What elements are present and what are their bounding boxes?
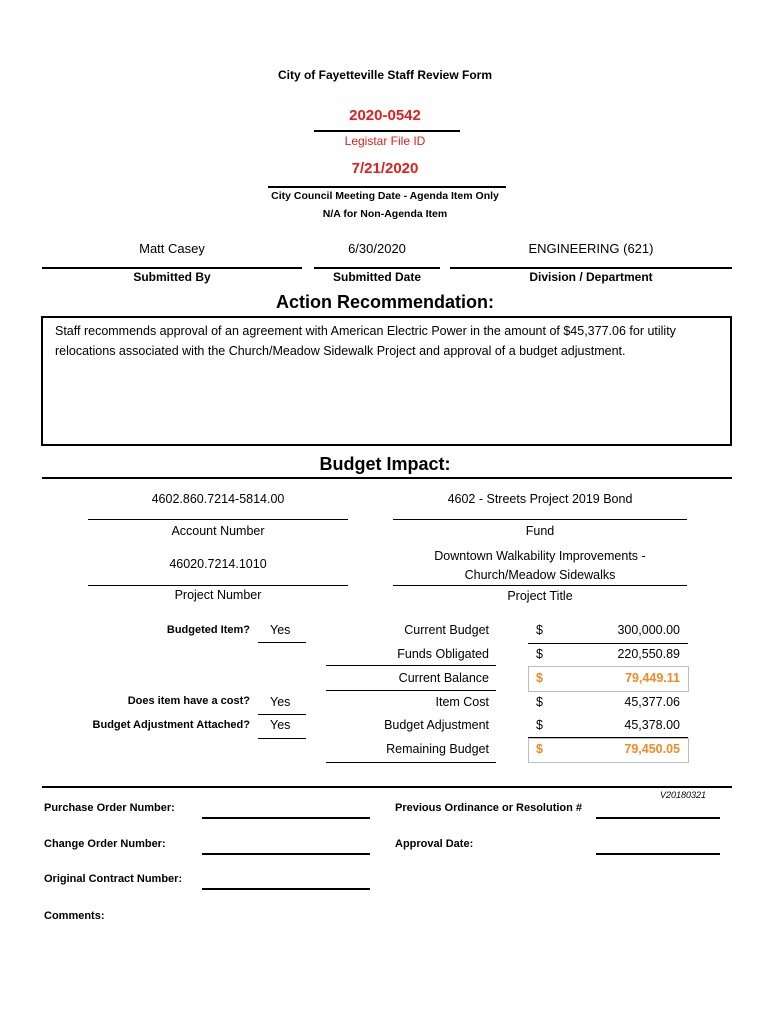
current-balance-label: Current Balance [398, 671, 489, 685]
meeting-date-sublabel: N/A for Non-Agenda Item [322, 208, 448, 220]
approval-date-label: Approval Date: [395, 838, 474, 850]
current-balance-underline [326, 690, 496, 691]
has-cost-label: Does item have a cost? [127, 695, 250, 707]
current-budget-underline [528, 643, 688, 644]
original-contract-field[interactable] [202, 888, 370, 890]
project-title-value: Downtown Walkability Improvements - Church/Meadow Sidewalks [434, 549, 646, 582]
purchase-order-label: Purchase Order Number: [44, 802, 175, 814]
adjustment-attached-value: Yes [270, 718, 291, 732]
remaining-budget-underline [326, 762, 496, 763]
legistar-underline [314, 130, 460, 132]
fund-underline [393, 519, 687, 520]
budget-adjustment-amount: 45,378.00 [624, 718, 680, 732]
legistar-id: 2020-0542 [349, 107, 421, 124]
current-budget-currency: $ [536, 623, 543, 637]
item-cost-label: Item Cost [435, 695, 489, 709]
legistar-label: Legistar File ID [344, 134, 426, 148]
project-title-label: Project Title [507, 589, 573, 603]
budgeted-item-underline [258, 642, 306, 643]
submitted-by-underline [42, 267, 302, 269]
meeting-date: 7/21/2020 [351, 160, 419, 177]
submitted-by-value: Matt Casey [139, 241, 205, 256]
adjustment-attached-underline [258, 738, 306, 739]
budget-heading-underline [42, 477, 732, 479]
submitted-date-underline [314, 267, 440, 269]
submitted-date-value: 6/30/2020 [348, 241, 406, 256]
remaining-budget-currency: $ [536, 742, 543, 756]
original-contract-label: Original Contract Number: [44, 873, 183, 885]
footer-divider [42, 786, 732, 788]
division-label: Division / Department [529, 270, 653, 284]
remaining-budget-label: Remaining Budget [386, 742, 489, 756]
change-order-label: Change Order Number: [44, 838, 166, 850]
account-number-value: 4602.860.7214-5814.00 [151, 492, 285, 506]
has-cost-underline [258, 714, 306, 715]
account-number-underline [88, 519, 348, 520]
division-underline [450, 267, 732, 269]
has-cost-value: Yes [270, 695, 291, 709]
funds-obligated-underline [326, 665, 496, 666]
adjustment-attached-label: Budget Adjustment Attached? [92, 719, 250, 731]
budget-heading: Budget Impact: [319, 454, 451, 474]
budgeted-item-value: Yes [270, 623, 291, 637]
current-balance-currency: $ [536, 671, 543, 685]
meeting-date-underline [268, 186, 506, 188]
fund-label: Fund [525, 524, 555, 538]
action-box [41, 316, 732, 446]
previous-ordinance-field[interactable] [596, 817, 720, 819]
project-number-underline [88, 585, 348, 586]
funds-obligated-amount: 220,550.89 [617, 647, 680, 661]
purchase-order-field[interactable] [202, 817, 370, 819]
action-heading: Action Recommendation: [275, 292, 494, 312]
current-budget-amount: 300,000.00 [617, 623, 680, 637]
project-title-underline [393, 585, 687, 586]
budget-adjustment-currency: $ [536, 718, 543, 732]
item-cost-amount: 45,377.06 [624, 695, 680, 709]
project-number-value: 46020.7214.1010 [169, 557, 267, 571]
fund-value: 4602 - Streets Project 2019 Bond [447, 492, 633, 506]
form-title: City of Fayetteville Staff Review Form [277, 68, 493, 82]
action-text: Staff recommends approval of an agreement with American Electric Power in the amount of $45,377.06 for utility relocations associated with the Church/Meadow Sidewalk Project and approval of a budget adjustment. [55, 324, 676, 358]
version-label: V20180321 [660, 790, 707, 800]
project-number-label: Project Number [174, 588, 262, 602]
budgeted-item-label: Budgeted Item? [166, 624, 250, 636]
division-value: ENGINEERING (621) [528, 241, 654, 256]
previous-ordinance-label: Previous Ordinance or Resolution # [395, 802, 583, 814]
meeting-date-label: City Council Meeting Date - Agenda Item Only [271, 190, 499, 202]
approval-date-field[interactable] [596, 853, 720, 855]
current-balance-amount: 79,449.11 [625, 671, 680, 685]
funds-obligated-label: Funds Obligated [397, 647, 489, 661]
comments-label: Comments: [44, 910, 105, 922]
remaining-budget-amount: 79,450.05 [624, 742, 680, 756]
current-budget-label: Current Budget [404, 623, 489, 637]
submitted-by-label: Submitted By [133, 270, 211, 284]
change-order-field[interactable] [202, 853, 370, 855]
item-cost-currency: $ [536, 695, 543, 709]
funds-obligated-currency: $ [536, 647, 543, 661]
submitted-date-label: Submitted Date [332, 270, 421, 284]
budget-adjustment-label: Budget Adjustment [384, 718, 489, 732]
account-number-label: Account Number [171, 524, 265, 538]
